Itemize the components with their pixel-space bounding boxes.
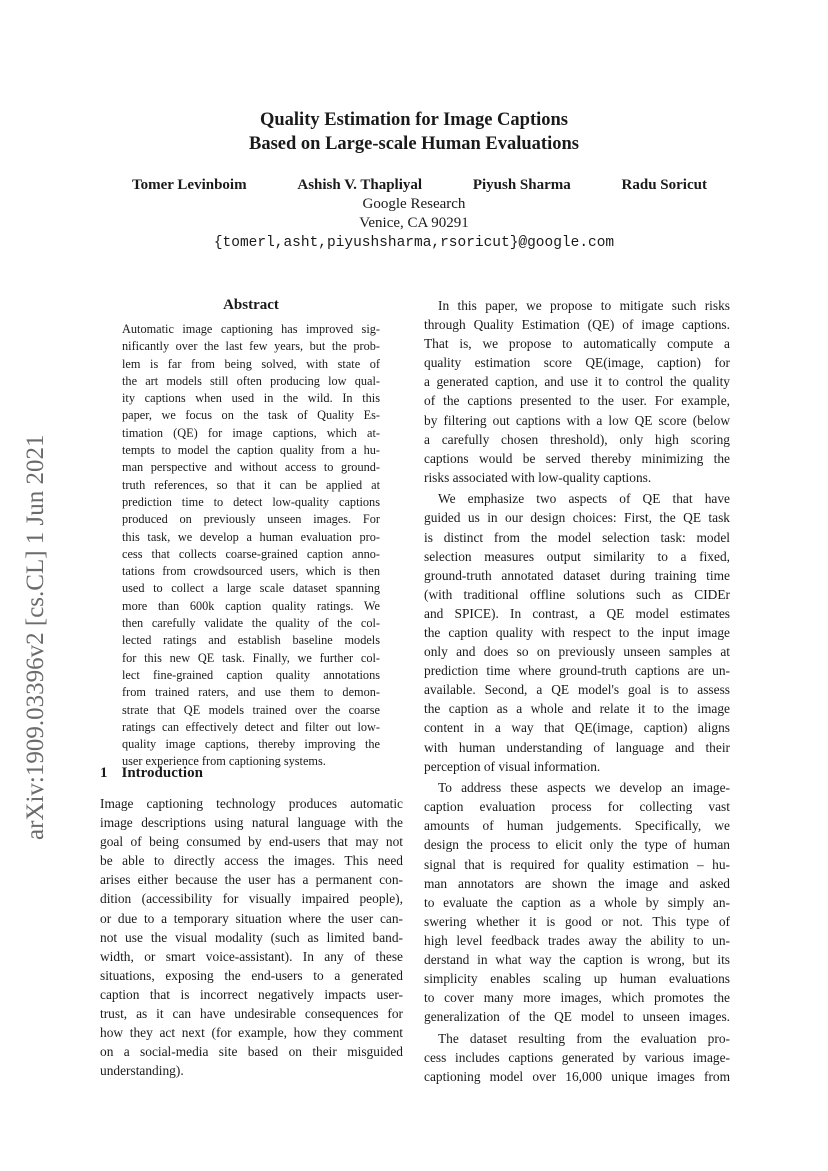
text-line: on a social-media site based on their misguided bbox=[100, 1044, 403, 1060]
right-column-body bbox=[424, 296, 730, 1086]
text-line: a carefully chosen threshold), only high scoring bbox=[424, 431, 730, 447]
text-line: more than 600k caption quality ratings. We bbox=[122, 598, 380, 613]
text-line: the caption as a whole and relate it to the image bbox=[424, 701, 730, 717]
text-line: man perspective and without access to ground- bbox=[122, 460, 380, 475]
text-line: perception of visual information. bbox=[424, 758, 601, 774]
text-line: through Quality Estimation (QE) of image captions. bbox=[424, 317, 730, 333]
text-line: the art models still often producing low qual- bbox=[122, 373, 380, 388]
author-name: Radu Soricut bbox=[621, 177, 707, 193]
text-line: captions would be served thereby minimizing the bbox=[424, 450, 730, 466]
introduction-body bbox=[100, 794, 403, 1080]
text-line: goal of being consumed by end-users that may not bbox=[100, 834, 403, 850]
text-line: high level feedback trades away the ability to un- bbox=[424, 932, 730, 948]
text-line: signal that is required for quality estimation – hu- bbox=[424, 856, 730, 872]
arxiv-identifier: arXiv:1909.03396v2 [cs.CL] 1 Jun 2021 bbox=[22, 434, 49, 840]
author-email: {tomerl,asht,piyushsharma,rsoricut}@google.com bbox=[213, 235, 615, 251]
text-line: to cover many more images, which promotes the bbox=[424, 990, 730, 1006]
text-line: this task, we develop a human evaluation pro- bbox=[122, 529, 380, 544]
text-line: design the process to elicit only the type of human bbox=[424, 837, 730, 853]
text-line: or due to a temporary situation where the user can- bbox=[100, 910, 403, 926]
text-line: man annotators are shown the image and asked bbox=[424, 875, 730, 891]
text-line: from trained raters, and use them to demon- bbox=[122, 685, 380, 700]
text-line: lect fine-grained caption quality annotations bbox=[122, 667, 380, 682]
text-line: That is, we propose to automatically compute a bbox=[424, 336, 730, 352]
section-heading-introduction bbox=[100, 765, 203, 782]
text-line: The dataset resulting from the evaluation pro- bbox=[438, 1030, 730, 1046]
author-list bbox=[132, 177, 707, 194]
text-line: ground-truth annotated dataset during training time bbox=[424, 567, 730, 583]
text-line: for this new QE task. Finally, we further col- bbox=[122, 650, 380, 665]
text-line: tempts to model the caption quality from a hu- bbox=[122, 443, 380, 458]
text-line: amounts of human judgements. Specifically, we bbox=[424, 818, 730, 834]
text-line: selection measures output similarity to a fixed, bbox=[424, 548, 730, 564]
text-line: then carefully validate the quality of the col- bbox=[122, 616, 380, 631]
text-line: simplicity enables scaling up human evaluations bbox=[424, 971, 730, 987]
text-line: available. Second, a QE model's goal is to assess bbox=[424, 682, 730, 698]
text-line: prediction time where ground-truth captions are un- bbox=[424, 663, 730, 679]
text-line: the caption quality with respect to the input image bbox=[424, 624, 730, 640]
text-line: content in a way that QE(image, caption) aligns bbox=[424, 720, 730, 736]
text-line: ity captions when used in the wild. In this bbox=[122, 391, 380, 406]
text-line: cess includes captions generated by various image- bbox=[424, 1049, 730, 1065]
author-name: Piyush Sharma bbox=[472, 177, 571, 193]
text-line: dition (accessibility for visually impaired people), bbox=[100, 891, 403, 907]
text-line: prediction time to detect low-quality captions bbox=[122, 494, 380, 509]
text-line: quality estimation score QE(image, caption) for bbox=[424, 355, 730, 371]
text-line: captioning model over 16,000 unique images from bbox=[424, 1068, 730, 1084]
text-line: strate that QE models trained over the coarse bbox=[122, 702, 380, 717]
text-line: by filtering out captions with a low QE score (below bbox=[424, 412, 730, 428]
text-line: truth references, so that it can be applied at bbox=[122, 477, 380, 492]
text-line: a generated caption, and use it to control the quality bbox=[424, 374, 730, 390]
abstract-heading: Abstract bbox=[223, 297, 279, 313]
text-line: produced on previously unseen images. For bbox=[122, 512, 380, 527]
text-line: generalization of the QE model to unseen images. bbox=[424, 1009, 730, 1025]
title-line-1: Quality Estimation for Image Captions bbox=[259, 110, 568, 130]
text-line: timation (QE) for image captions, which at- bbox=[122, 425, 380, 440]
text-line: ratings can effectively detect and filter out low- bbox=[122, 719, 380, 734]
text-line: caption evaluation process for collecting vast bbox=[424, 799, 730, 815]
author-name: Ashish V. Thapliyal bbox=[297, 177, 423, 193]
section-number: 1 bbox=[100, 765, 108, 781]
author-name: Tomer Levinboim bbox=[132, 177, 247, 193]
location: Venice, CA 90291 bbox=[359, 215, 469, 231]
text-line: Automatic image captioning has improved sig- bbox=[122, 322, 380, 336]
text-line: We emphasize two aspects of QE that have bbox=[438, 491, 730, 507]
text-line: tations from crowdsourced users, which is then bbox=[122, 564, 380, 579]
text-line: be able to directly access the images. This need bbox=[100, 853, 403, 869]
text-line: trust, as it can have undesirable consequences for bbox=[100, 1006, 403, 1022]
text-line: situations, exposing the end-users to a generated bbox=[100, 967, 403, 983]
text-line: lem is far from being solved, with state of bbox=[122, 356, 380, 371]
text-line: derstand in what way the caption is wrong, but its bbox=[424, 951, 730, 967]
text-line: (with traditional offline solutions such as CIDEr bbox=[424, 586, 730, 602]
text-line: quality image captions, thereby improving the bbox=[122, 737, 380, 752]
text-line: is distinct from the model selection task: model bbox=[424, 529, 730, 545]
text-line: In this paper, we propose to mitigate such risks bbox=[438, 298, 730, 313]
text-line: swering whether it is good or not. This type of bbox=[424, 913, 730, 929]
text-line: caption that is incorrect negatively impacts user- bbox=[100, 986, 403, 1002]
text-line: not use the visual modality (such as limited band- bbox=[100, 929, 403, 945]
text-line: nificantly over the last few years, but the prob- bbox=[122, 339, 380, 354]
text-line: risks associated with low-quality captions. bbox=[424, 469, 652, 485]
affiliation: Google Research bbox=[362, 196, 466, 212]
arxiv-side-stamp bbox=[17, 380, 67, 860]
text-line: user experience from captioning systems. bbox=[122, 754, 326, 769]
text-line: used to collect a large scale dataset spanning bbox=[122, 581, 380, 596]
text-line: image descriptions using natural language with the bbox=[100, 815, 403, 831]
text-line: cess that collects coarse-grained caption anno- bbox=[122, 546, 380, 561]
text-line: with human understanding of language and their bbox=[424, 739, 730, 755]
text-line: lected ratings and establish baseline models bbox=[122, 633, 380, 648]
text-line: paper, we focus on the task of Quality Es- bbox=[122, 408, 380, 423]
section-title: Introduction bbox=[121, 765, 203, 781]
text-line: and SPICE). In contrast, a QE model estimates bbox=[424, 605, 730, 621]
abstract-body bbox=[122, 321, 380, 771]
text-line: of the captions presented to the user. For example, bbox=[424, 393, 730, 409]
text-line: Image captioning technology produces automatic bbox=[100, 796, 403, 811]
text-line: how they act next (for example, how they comment bbox=[100, 1025, 403, 1041]
text-line: only and does so on previously unseen samples at bbox=[424, 644, 730, 660]
text-line: width, or smart voice-assistant). In any of these bbox=[100, 948, 403, 964]
text-line: guided us in our design choices: First, the QE task bbox=[424, 510, 730, 526]
text-line: to evaluate the caption as a whole by simply an- bbox=[424, 894, 730, 910]
text-line: To address these aspects we develop an image- bbox=[438, 780, 730, 796]
title-line-2: Based on Large-scale Human Evaluations bbox=[249, 134, 579, 154]
paper-title bbox=[0, 108, 828, 156]
text-line: understanding). bbox=[100, 1063, 184, 1079]
text-line: arises either because the user has a permanent con- bbox=[100, 872, 403, 888]
